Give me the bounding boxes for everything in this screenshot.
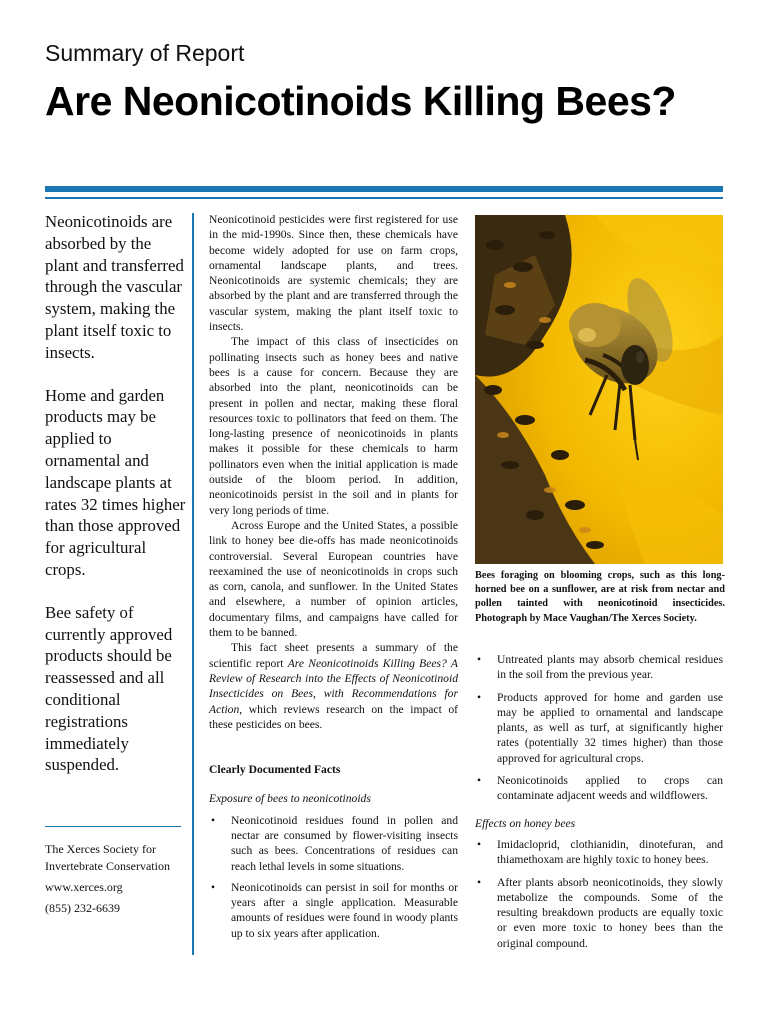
honey-bees-list: [475, 837, 723, 951]
sidebar-callouts: [45, 211, 187, 797]
exposure-heading: Exposure of bees to neonicotinoids: [209, 792, 371, 806]
org-website: www.xerces.org: [45, 880, 123, 894]
bee-on-sunflower-illustration: [475, 215, 723, 564]
list-item: • Neonicotinoids can persist in soil for months or years after a single application. Measurable amounts of residues were found in woody plants up to six years after application.: [209, 880, 458, 941]
controversy-paragraph: Across Europe and the United States, a possible link to honey bee die-offs has made neonicotinoids controversial. Several European countries have reexamined the use of neonicotinoids in crops such as corn, canola, and sunflower. In the United States and elsewhere, a number of opinion articles, documentary films, and campaigns have called for them to be banned.: [209, 518, 458, 640]
callout-bee-safety: Bee safety of currently approved products should be reassessed and all conditional registrations immediately suspended.: [45, 602, 173, 775]
right-text-column: [475, 652, 723, 958]
callout-application-rates: Home and garden products may be applied to ornamental and landscape plants at rates 32 times higher than those approved for agricultural crops.: [45, 385, 186, 579]
section-heading: Clearly Documented Facts: [209, 763, 341, 777]
header-rule-thin: [45, 197, 723, 199]
org-phone: (855) 232-6639: [45, 901, 120, 915]
report-kicker: Summary of Report: [45, 40, 245, 66]
bee-sunflower-photo: [475, 215, 723, 564]
org-contact: [45, 841, 190, 921]
list-item: • Neonicotinoids applied to crops can contaminate adjacent weeds and wildflowers.: [475, 773, 723, 804]
list-item: • Products approved for home and garden use may be applied to ornamental and landscape plants, as well as turf, at significantly higher rates (potentially 32 times higher) than those approved for agricultural crops.: [475, 690, 723, 766]
page-title: Are Neonicotinoids Killing Bees?: [45, 78, 676, 124]
exposure-list: [209, 813, 458, 941]
impact-paragraph: The impact of this class of insecticides on pollinating insects such as honey bees and native bees is a cause for concern. Because they are absorbed into the plant, neonicotinoids can be present in pollen and nectar, making these floral resources toxic to pollinators that feed on them. The long-lasting presence of neonicotinoids in plants makes it possible for these chemicals to harm pollinators even when the initial application is made outside of the bloom period. In addition, neonicotinoids persist in the soil and in plants for very long periods of time.: [209, 335, 458, 517]
list-item: • Neonicotinoid residues found in pollen and nectar are consumed by flower-visiting insects such as bees. Concentrations of residues can reach lethal levels in some situations.: [209, 813, 458, 874]
sidebar-divider: [45, 826, 181, 827]
summary-lead: This fact sheet presents a summary of the scientific report: [209, 641, 458, 670]
honey-bees-heading: Effects on honey bees: [475, 816, 576, 830]
report-title-citation: Are Neonicotinoids Killing Bees? A Review of Research into the Effects of Neonicotinoid Insecticides on Bees, with Recommendations for Action: [209, 656, 458, 716]
photo-caption: Bees foraging on blooming crops, such as this long-horned bee on a sunflower, are at risk from nectar and pollen tainted with neonicotinoid insecticides. Photograph by Mace Vaughan/The Xerces Society.: [475, 570, 725, 624]
org-name: The Xerces Society for Invertebrate Conservation: [45, 842, 170, 873]
summary-tail: , which reviews research on the impact of these pesticides on bees.: [209, 702, 458, 731]
list-item: • Imidacloprid, clothianidin, dinotefuran, and thiamethoxam are highly toxic to honey bees.: [475, 837, 723, 868]
callout-absorption: Neonicotinoids are absorbed by the plant and transferred through the vascular system, making the plant itself toxic to insects.: [45, 212, 184, 362]
intro-paragraph: Neonicotinoid pesticides were first registered for use in the mid-1990s. Since then, these chemicals have become widely adopted for use on farm crops, ornamental landscape plants, and trees. Neonicotinoids are systemic chemicals; they are absorbed by the plant and are transferred through the vascular system, making the plant itself toxic to insects.: [209, 213, 458, 334]
list-item: • Untreated plants may absorb chemical residues in the soil from the previous year.: [475, 652, 723, 683]
main-text-column: [209, 212, 458, 947]
column-divider: [192, 213, 194, 955]
list-item: • After plants absorb neonicotinoids, they slowly metabolize the compounds. Some of the resulting breakdown products are equally toxic or even more toxic to honey bees than the original compound.: [475, 875, 723, 951]
exposure-list-continued: [475, 652, 723, 804]
summary-paragraph: [209, 640, 458, 732]
header-rule-thick: [45, 186, 723, 192]
